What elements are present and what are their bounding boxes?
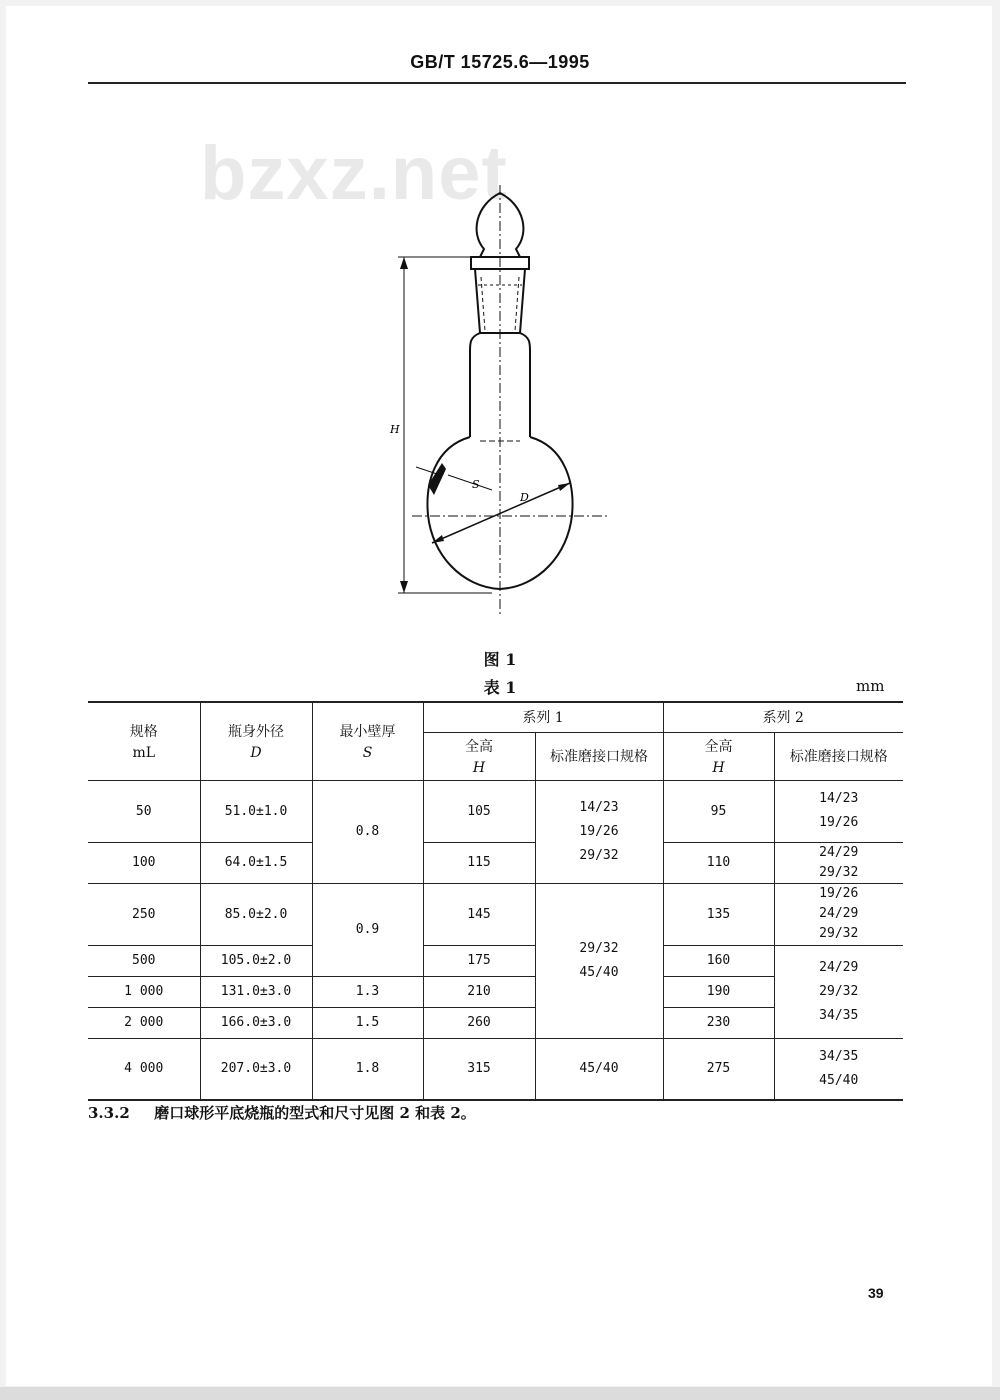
scan-edge [0, 1387, 1000, 1400]
wall-label: S [472, 478, 480, 491]
header-series2: 系列 2 [663, 702, 903, 732]
cell-spec: 250 [88, 883, 200, 945]
cell-s1-joint [535, 780, 663, 883]
header-s1-height [423, 732, 535, 780]
joint-value: 34/35 [819, 1048, 859, 1064]
cell-spec: 50 [88, 780, 200, 842]
cell-wall: 0.9 [312, 883, 423, 976]
cell-s2-height: 135 [663, 883, 774, 945]
header-wall [312, 702, 423, 780]
cell-s1-height: 175 [423, 945, 535, 976]
header-rule [88, 82, 906, 84]
joint-value: 14/23 [819, 791, 859, 806]
cell-s2-joint [774, 1038, 903, 1100]
table-caption: 表 1 [483, 678, 517, 697]
cell-s2-height: 110 [663, 842, 774, 883]
cell-diameter: 105.0±2.0 [200, 945, 312, 976]
header-spec [88, 702, 200, 780]
table-row [88, 842, 903, 883]
spec-table [88, 701, 903, 1101]
cell-s2-joint [774, 842, 903, 883]
cell-s1-joint: 45/40 [535, 1038, 663, 1100]
joint-value: 45/40 [819, 1072, 859, 1088]
joint-value: 29/32 [819, 864, 859, 880]
header-diameter-symbol: D [250, 745, 262, 762]
joint-value: 29/32 [579, 847, 619, 863]
table-unit: mm [856, 677, 885, 695]
joint-value: 29/32 [579, 940, 619, 956]
header-s1-height-symbol: H [472, 760, 486, 776]
cell-s2-joint [774, 780, 903, 842]
cell-s2-height: 190 [663, 976, 774, 1007]
header-s1-joint: 标准磨接口规格 [535, 732, 663, 780]
cell-s1-height: 115 [423, 842, 535, 883]
cell-diameter: 131.0±3.0 [200, 976, 312, 1007]
joint-value: 29/32 [819, 983, 859, 999]
header-s1-height-label: 全高 [465, 739, 493, 755]
cell-s2-height: 275 [663, 1038, 774, 1100]
cell-s2-height: 230 [663, 1007, 774, 1038]
cell-s2-joint [774, 883, 903, 945]
header-s2-height-symbol: H [712, 760, 725, 776]
table-row [88, 883, 903, 945]
cell-spec: 1 000 [88, 976, 200, 1007]
cell-spec: 100 [88, 842, 200, 883]
header-wall-symbol: S [362, 745, 373, 762]
cell-s1-joint [535, 883, 663, 1038]
table-row [88, 945, 903, 976]
section-number: 3.3.2 [88, 1104, 130, 1122]
cell-s1-height: 260 [423, 1007, 535, 1038]
joint-value: 45/40 [579, 964, 619, 980]
header-wall-label: 最小壁厚 [339, 724, 396, 741]
cell-diameter: 166.0±3.0 [200, 1007, 312, 1038]
cell-s1-height: 210 [423, 976, 535, 1007]
header-diameter [200, 702, 312, 780]
height-label: H [390, 423, 400, 436]
joint-value: 19/26 [819, 815, 859, 830]
cell-diameter: 85.0±2.0 [200, 883, 312, 945]
header-diameter-label: 瓶身外径 [228, 724, 284, 741]
joint-value: 24/29 [819, 906, 859, 921]
cell-wall: 1.8 [312, 1038, 423, 1100]
watermark: bzxz.net [200, 131, 508, 216]
header-spec-label: 规格 [129, 724, 158, 741]
header-spec-unit: mL [132, 745, 156, 762]
cell-diameter: 64.0±1.5 [200, 842, 312, 883]
flask-drawing [380, 185, 620, 625]
cell-s2-joint [774, 945, 903, 1038]
joint-value: 19/26 [819, 886, 859, 901]
cell-s1-height: 315 [423, 1038, 535, 1100]
cell-spec: 2 000 [88, 1007, 200, 1038]
section-paragraph [88, 1102, 476, 1123]
page-number: 39 [868, 1285, 884, 1301]
joint-value: 29/32 [819, 926, 859, 941]
header-s2-height-label: 全高 [704, 739, 733, 755]
joint-value: 24/29 [819, 844, 859, 860]
cell-diameter: 51.0±1.0 [200, 780, 312, 842]
cell-diameter: 207.0±3.0 [200, 1038, 312, 1100]
table-row [88, 1038, 903, 1100]
header-series1: 系列 1 [423, 702, 663, 732]
cell-spec: 500 [88, 945, 200, 976]
figure-caption: 图 1 [483, 650, 517, 669]
cell-wall: 1.3 [312, 976, 423, 1007]
cell-spec: 4 000 [88, 1038, 200, 1100]
header-s2-joint: 标准磨接口规格 [774, 732, 903, 780]
diameter-label: D [520, 491, 529, 504]
cell-s2-height: 160 [663, 945, 774, 976]
joint-value: 19/26 [579, 823, 619, 839]
joint-value: 14/23 [579, 799, 619, 815]
cell-wall: 1.5 [312, 1007, 423, 1038]
joint-value: 34/35 [819, 1007, 859, 1023]
section-text: 磨口球形平底烧瓶的型式和尺寸见图 2 和表 2。 [154, 1104, 476, 1122]
joint-value: 24/29 [819, 959, 859, 975]
table-row [88, 780, 903, 842]
cell-s1-height: 105 [423, 780, 535, 842]
cell-s2-height: 95 [663, 780, 774, 842]
header-s2-height [663, 732, 774, 780]
cell-wall: 0.8 [312, 780, 423, 883]
standard-code-header: GB/T 15725.6—1995 [410, 52, 590, 72]
cell-s1-height: 145 [423, 883, 535, 945]
